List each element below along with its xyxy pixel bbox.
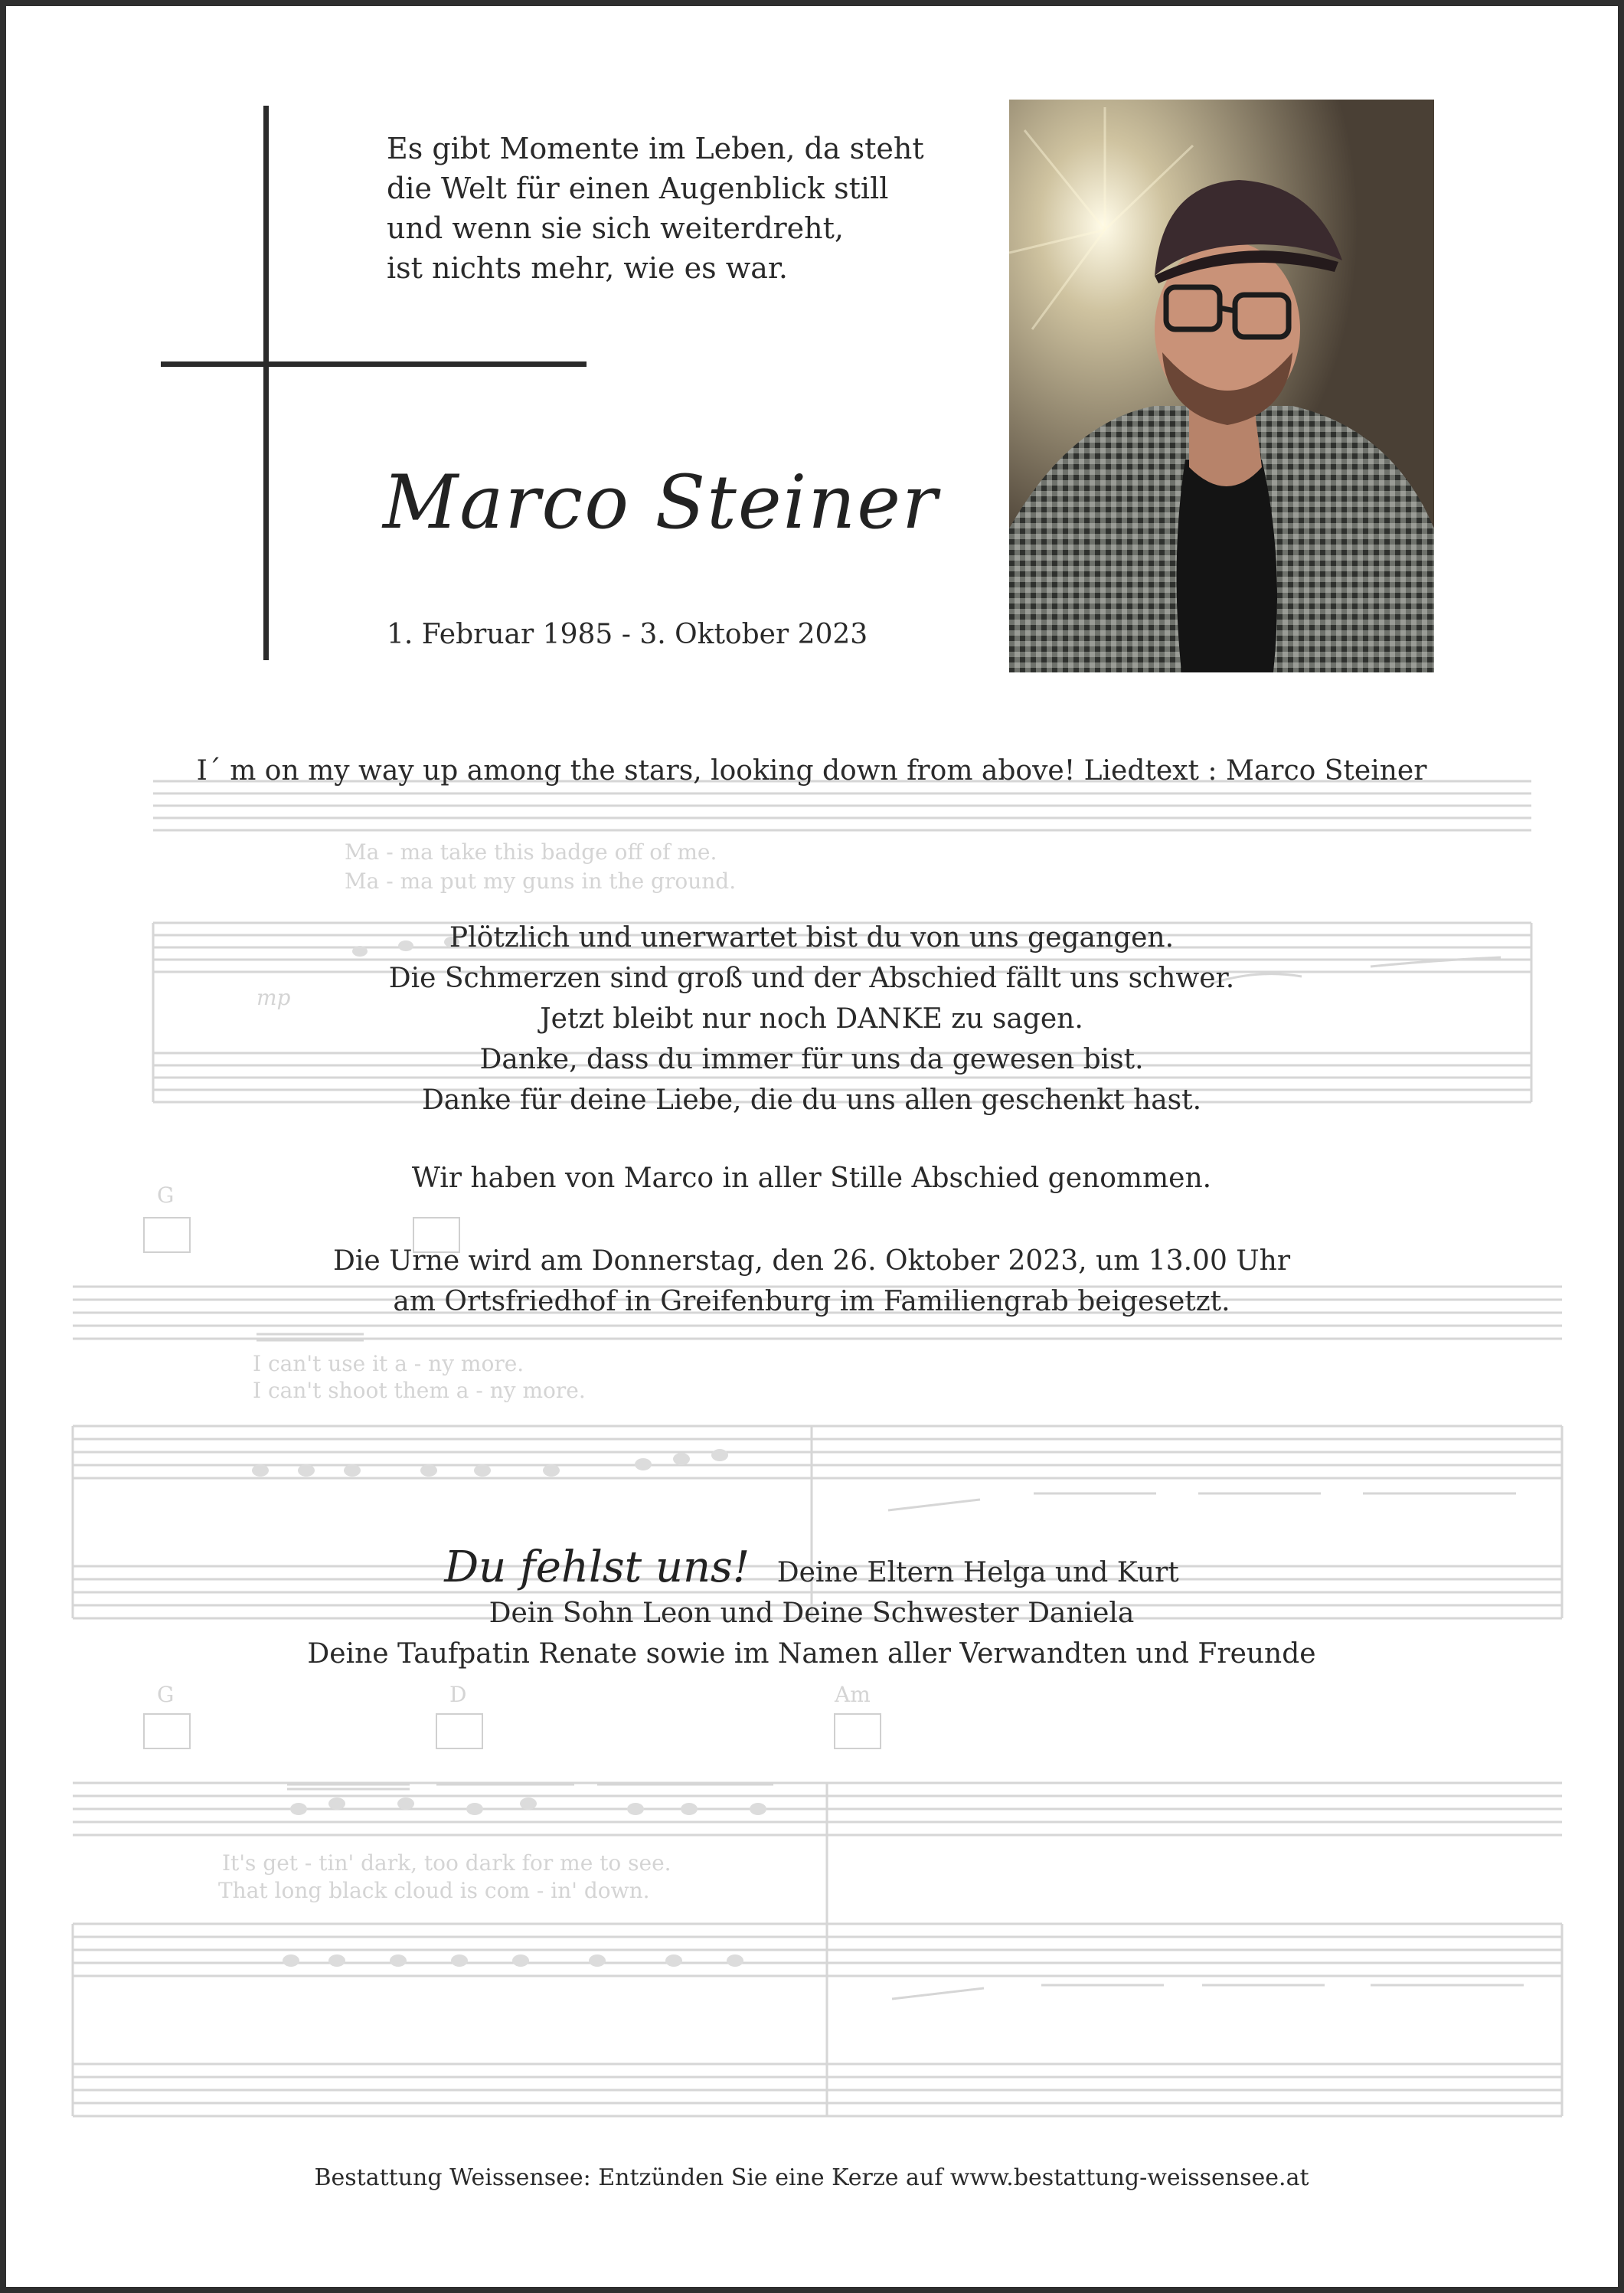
burial-line: am Ortsfriedhof in Greifenburg im Familiengrab beigesetzt. [393, 1286, 1230, 1317]
lyric-line: Ma - ma put my guns in the ground. [345, 868, 737, 894]
burial-notice [123, 1241, 1501, 1322]
message-line: Danke, dass du immer für uns da gewesen bist. [479, 1044, 1144, 1075]
poem-line: Es gibt Momente im Leben, da steht [387, 132, 924, 165]
message-line: Jetzt bleibt nur noch DANKE zu sagen. [540, 1003, 1083, 1035]
condolence-message [123, 918, 1501, 1120]
portrait-photo [1009, 100, 1434, 672]
chord-label: G [157, 1182, 175, 1208]
poem-line: und wenn sie sich weiterdreht, [387, 211, 844, 245]
footer-notice: Bestattung Weissensee: Entzünden Sie eine Kerze auf www.bestattung-weissensee.at [314, 2164, 1309, 2191]
lyric-quote: I´ m on my way up among the stars, looking down from above! Liedtext : Marco Steiner [196, 755, 1427, 787]
lyric-line: That long black cloud is com - in' down. [218, 1878, 650, 1903]
message-line: Plötzlich und unerwartet bist du von uns gegangen. [449, 922, 1175, 954]
message-line: Danke für deine Liebe, die du uns allen geschenkt hast. [421, 1084, 1202, 1116]
message-line: Die Schmerzen sind groß und der Abschied fällt uns schwer. [388, 963, 1235, 994]
lyric-line: I can't shoot them a - ny more. [253, 1378, 586, 1403]
signoff-line: Deine Eltern Helga und Kurt [776, 1557, 1179, 1588]
cross-horizontal [161, 361, 587, 367]
burial-line: Die Urne wird am Donnerstag, den 26. Oktober 2023, um 13.00 Uhr [332, 1245, 1291, 1277]
lyric-line: Ma - ma take this badge off of me. [345, 839, 717, 865]
signoff-line: Deine Taufpatin Renate sowie im Namen aller Verwandten und Freunde [307, 1638, 1316, 1670]
poem-line: ist nichts mehr, wie es war. [387, 251, 788, 285]
life-dates: 1. Februar 1985 - 3. Oktober 2023 [387, 619, 868, 650]
chord-label: D [449, 1682, 467, 1707]
poem-line: die Welt für einen Augenblick still [387, 172, 889, 205]
cross-vertical [263, 106, 269, 660]
farewell-statement: Wir haben von Marco in aller Stille Abschied genommen. [411, 1163, 1212, 1194]
deceased-name: Marco Steiner [383, 460, 939, 545]
lyric-line: I can't use it a - ny more. [253, 1351, 524, 1376]
chord-label: Am [835, 1682, 871, 1707]
memorial-poem [387, 129, 969, 288]
signoff-line: Dein Sohn Leon und Deine Schwester Daniela [489, 1598, 1135, 1629]
family-signoff [123, 1542, 1501, 1674]
dynamic-marking: mp [257, 985, 291, 1010]
signoff-script: Du fehlst uns! [444, 1542, 750, 1592]
chord-label: G [157, 1682, 175, 1707]
lyric-line: It's get - tin' dark, too dark for me to see. [222, 1850, 671, 1876]
